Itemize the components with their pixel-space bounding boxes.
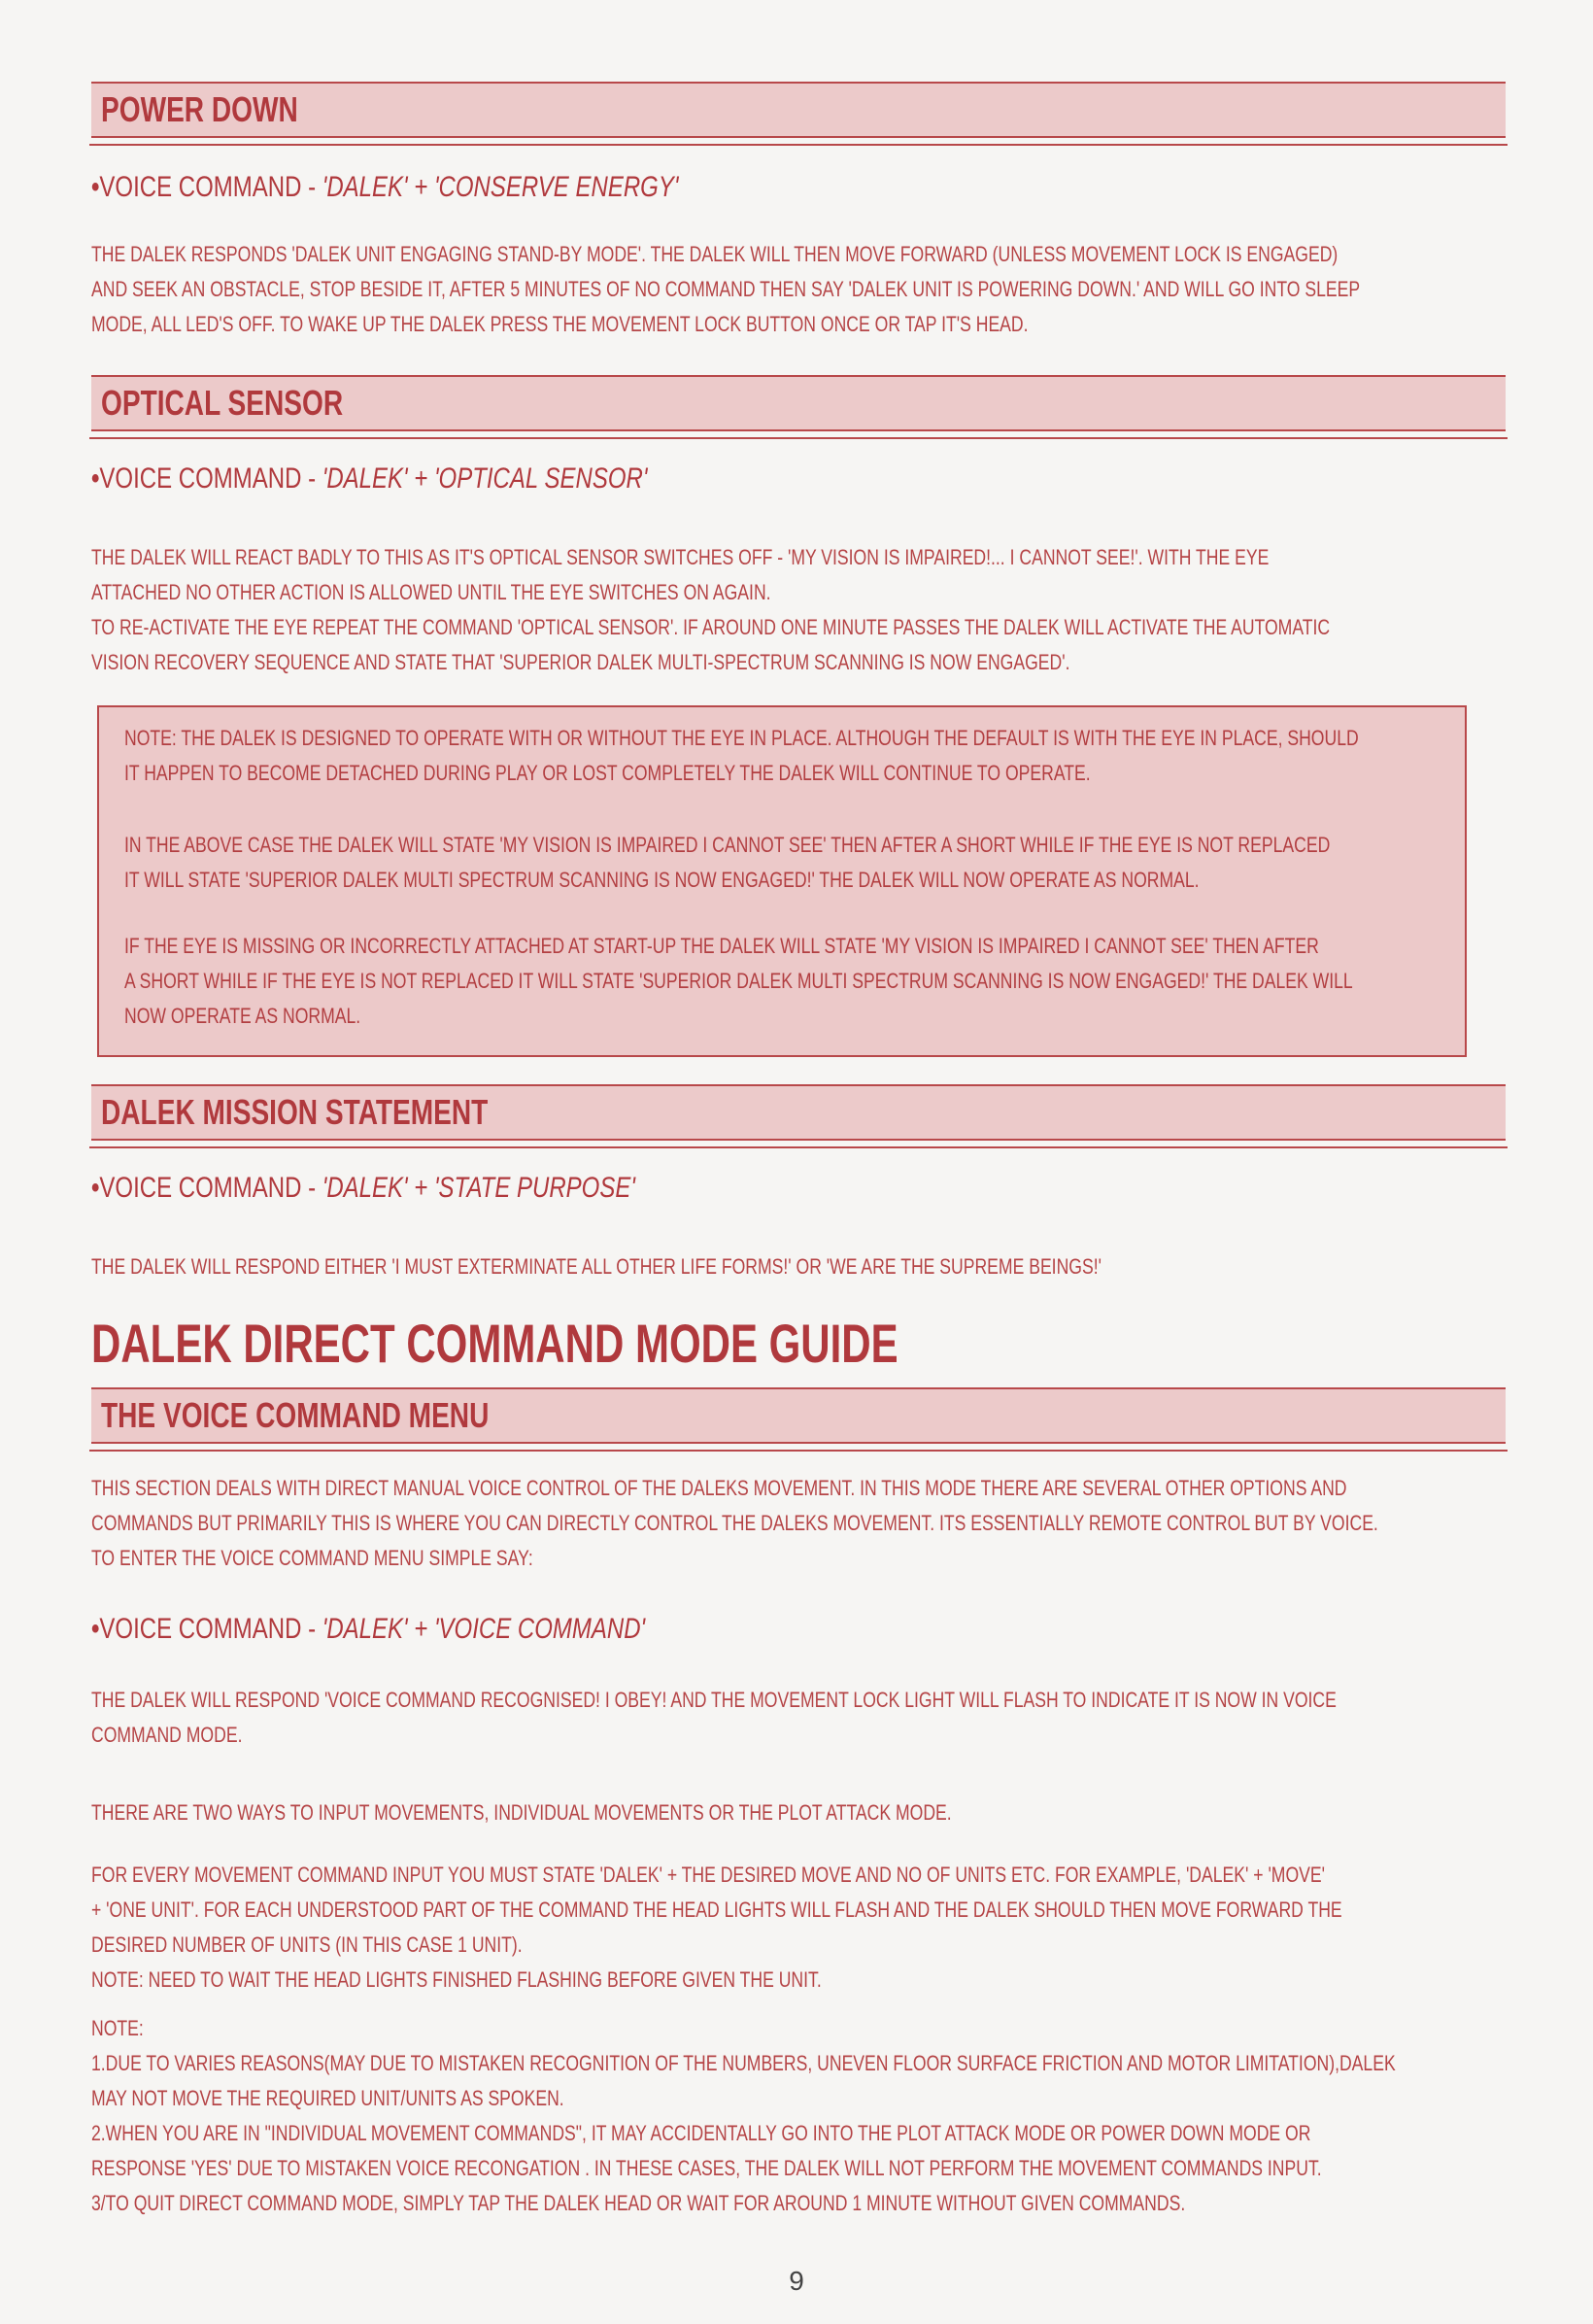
optical-sensor-body xyxy=(91,540,1482,680)
mission-statement-header xyxy=(91,1084,1506,1141)
text-line: THERE ARE TWO WAYS TO INPUT MOVEMENTS, INDIVIDUAL MOVEMENTS OR THE PLOT ATTACK MODE. xyxy=(91,1800,952,1825)
text-line: A SHORT WHILE IF THE EYE IS NOT REPLACED IT WILL STATE 'SUPERIOR DALEK MULTI SPECTRUM SCANNING IS NOW ENGAGED!' THE DALEK WILL xyxy=(124,969,1353,993)
command-prefix: VOICE COMMAND - xyxy=(99,462,322,495)
power-down-body xyxy=(91,237,1482,342)
text-line: IT WILL STATE 'SUPERIOR DALEK MULTI SPECTRUM SCANNING IS NOW ENGAGED!' THE DALEK WILL NOW OPERATE AS NORMAL. xyxy=(124,868,1200,892)
guide-title: DALEK DIRECT COMMAND MODE GUIDE xyxy=(91,1313,898,1374)
command-prefix: VOICE COMMAND - xyxy=(99,171,322,203)
text-line: COMMAND MODE. xyxy=(91,1723,243,1747)
text-line: + 'ONE UNIT'. FOR EACH UNDERSTOOD PART OF THE COMMAND THE HEAD LIGHTS WILL FLASH AND THE DALEK SHOULD THEN MOVE FORWARD THE xyxy=(91,1897,1342,1922)
text-line: IF THE EYE IS MISSING OR INCORRECTLY ATTACHED AT START-UP THE DALEK WILL STATE 'MY VISION IS IMPAIRED I CANNOT SEE' THEN AFTER xyxy=(124,934,1319,958)
command-prefix: VOICE COMMAND - xyxy=(99,1172,322,1204)
page-number: 9 xyxy=(789,2266,804,2296)
text-line: 1.DUE TO VARIES REASONS(MAY DUE TO MISTAKEN RECOGNITION OF THE NUMBERS, UNEVEN FLOOR SURFACE FRICTION AND MOTOR LIMITATION),DALEK xyxy=(91,2051,1396,2075)
voice-menu-intro xyxy=(91,1471,1482,1576)
text-line: THE DALEK WILL REACT BADLY TO THIS AS IT'S OPTICAL SENSOR SWITCHES OFF - 'MY VISION IS IMPAIRED!... I CANNOT SEE!'. WITH THE EYE xyxy=(91,545,1270,569)
mission-body xyxy=(91,1249,1482,1284)
text-line: RESPONSE 'YES' DUE TO MISTAKEN VOICE RECONGATION . IN THESE CASES, THE DALEK WILL NOT PERFORM THE MOVEMENT COMMANDS INPUT. xyxy=(91,2156,1322,2180)
voice-menu-title: THE VOICE COMMAND MENU xyxy=(101,1395,490,1435)
text-line: NOTE: NEED TO WAIT THE HEAD LIGHTS FINISHED FLASHING BEFORE GIVEN THE UNIT. xyxy=(91,1967,822,1992)
text-line: MAY NOT MOVE THE REQUIRED UNIT/UNITS AS SPOKEN. xyxy=(91,2086,564,2110)
header-rule xyxy=(89,1146,1508,1148)
optical-sensor-title: OPTICAL SENSOR xyxy=(101,383,344,423)
note-paragraph-3 xyxy=(124,929,1441,1034)
text-line: THE DALEK WILL RESPOND EITHER 'I MUST EXTERMINATE ALL OTHER LIFE FORMS!' OR 'WE ARE THE SUPREME BEINGS!' xyxy=(91,1254,1102,1279)
bullet-icon: • xyxy=(91,462,100,495)
voice-menu-command xyxy=(91,1613,645,1646)
command-prefix: VOICE COMMAND - xyxy=(99,1613,322,1645)
bullet-icon: • xyxy=(91,1613,100,1645)
voice-menu-notes xyxy=(91,2011,1482,2221)
text-line: DESIRED NUMBER OF UNITS (IN THIS CASE 1 UNIT). xyxy=(91,1932,523,1957)
voice-menu-two-ways xyxy=(91,1795,1482,1830)
note-paragraph-2 xyxy=(124,828,1441,898)
text-line: THE DALEK WILL RESPOND 'VOICE COMMAND RECOGNISED! I OBEY! AND THE MOVEMENT LOCK LIGHT WILL FLASH TO INDICATE IT IS NOW IN VOICE xyxy=(91,1688,1337,1712)
eye-note-box xyxy=(97,705,1467,1057)
optical-sensor-command xyxy=(91,462,647,496)
text-line: TO ENTER THE VOICE COMMAND MENU SIMPLE SAY: xyxy=(91,1546,533,1570)
voice-menu-header xyxy=(91,1387,1506,1444)
text-line: FOR EVERY MOVEMENT COMMAND INPUT YOU MUST STATE 'DALEK' + THE DESIRED MOVE AND NO OF UNITS ETC. FOR EXAMPLE, 'DALEK' + 'MOVE' xyxy=(91,1863,1325,1887)
text-line: COMMANDS BUT PRIMARILY THIS IS WHERE YOU CAN DIRECTLY CONTROL THE DALEKS MOVEMENT. ITS ESSENTIALLY REMOTE CONTROL BUT BY VOICE. xyxy=(91,1511,1378,1535)
text-line: 2.WHEN YOU ARE IN "INDIVIDUAL MOVEMENT COMMANDS", IT MAY ACCIDENTALLY GO INTO THE PLOT ATTACK MODE OR POWER DOWN MODE OR xyxy=(91,2121,1311,2145)
header-rule xyxy=(89,144,1508,146)
note-paragraph-1 xyxy=(124,721,1441,791)
power-down-title: POWER DOWN xyxy=(101,89,298,129)
command-phrase: 'DALEK' + 'VOICE COMMAND' xyxy=(322,1613,646,1645)
bullet-icon: • xyxy=(91,171,100,203)
text-line: NOTE: xyxy=(91,2016,144,2040)
text-line: NOW OPERATE AS NORMAL. xyxy=(124,1004,361,1028)
mission-statement-title: DALEK MISSION STATEMENT xyxy=(101,1092,489,1132)
text-line: NOTE: THE DALEK IS DESIGNED TO OPERATE WITH OR WITHOUT THE EYE IN PLACE. ALTHOUGH THE DEFAULT IS WITH THE EYE IN PLACE, SHOULD xyxy=(124,726,1359,750)
bullet-icon: • xyxy=(91,1172,100,1204)
text-line: IT HAPPEN TO BECOME DETACHED DURING PLAY OR LOST COMPLETELY THE DALEK WILL CONTINUE TO OPERATE. xyxy=(124,761,1091,785)
optical-sensor-header xyxy=(91,375,1506,431)
text-line: THE DALEK RESPONDS 'DALEK UNIT ENGAGING STAND-BY MODE'. THE DALEK WILL THEN MOVE FORWARD (UNLESS MOVEMENT LOCK IS ENGAGED) xyxy=(91,242,1339,266)
power-down-command xyxy=(91,171,678,204)
text-line: ATTACHED NO OTHER ACTION IS ALLOWED UNTIL THE EYE SWITCHES ON AGAIN. xyxy=(91,580,771,604)
text-line: MODE, ALL LED'S OFF. TO WAKE UP THE DALEK PRESS THE MOVEMENT LOCK BUTTON ONCE OR TAP IT'S HEAD. xyxy=(91,312,1029,336)
mission-command xyxy=(91,1172,635,1205)
text-line: IN THE ABOVE CASE THE DALEK WILL STATE 'MY VISION IS IMPAIRED I CANNOT SEE' THEN AFTER A SHORT WHILE IF THE EYE IS NOT REPLACED xyxy=(124,833,1331,857)
text-line: THIS SECTION DEALS WITH DIRECT MANUAL VOICE CONTROL OF THE DALEKS MOVEMENT. IN THIS MODE THERE ARE SEVERAL OTHER OPTIONS AND xyxy=(91,1476,1347,1500)
text-line: 3/TO QUIT DIRECT COMMAND MODE, SIMPLY TAP THE DALEK HEAD OR WAIT FOR AROUND 1 MINUTE WITHOUT GIVEN COMMANDS. xyxy=(91,2191,1186,2215)
power-down-header xyxy=(91,82,1506,138)
command-phrase: 'DALEK' + 'STATE PURPOSE' xyxy=(322,1172,635,1204)
text-line: AND SEEK AN OBSTACLE, STOP BESIDE IT, AFTER 5 MINUTES OF NO COMMAND THEN SAY 'DALEK UNIT IS POWERING DOWN.' AND WILL GO INTO SLEEP xyxy=(91,277,1361,301)
command-phrase: 'DALEK' + 'OPTICAL SENSOR' xyxy=(322,462,648,495)
voice-menu-every-movement xyxy=(91,1858,1482,1998)
command-phrase: 'DALEK' + 'CONSERVE ENERGY' xyxy=(322,171,679,203)
text-line: TO RE-ACTIVATE THE EYE REPEAT THE COMMAND 'OPTICAL SENSOR'. IF AROUND ONE MINUTE PASSES THE DALEK WILL ACTIVATE THE AUTOMATIC xyxy=(91,615,1331,639)
voice-menu-response xyxy=(91,1683,1482,1753)
text-line: VISION RECOVERY SEQUENCE AND STATE THAT 'SUPERIOR DALEK MULTI-SPECTRUM SCANNING IS NOW ENGAGED'. xyxy=(91,650,1070,674)
header-rule xyxy=(89,437,1508,439)
header-rule xyxy=(89,1450,1508,1452)
